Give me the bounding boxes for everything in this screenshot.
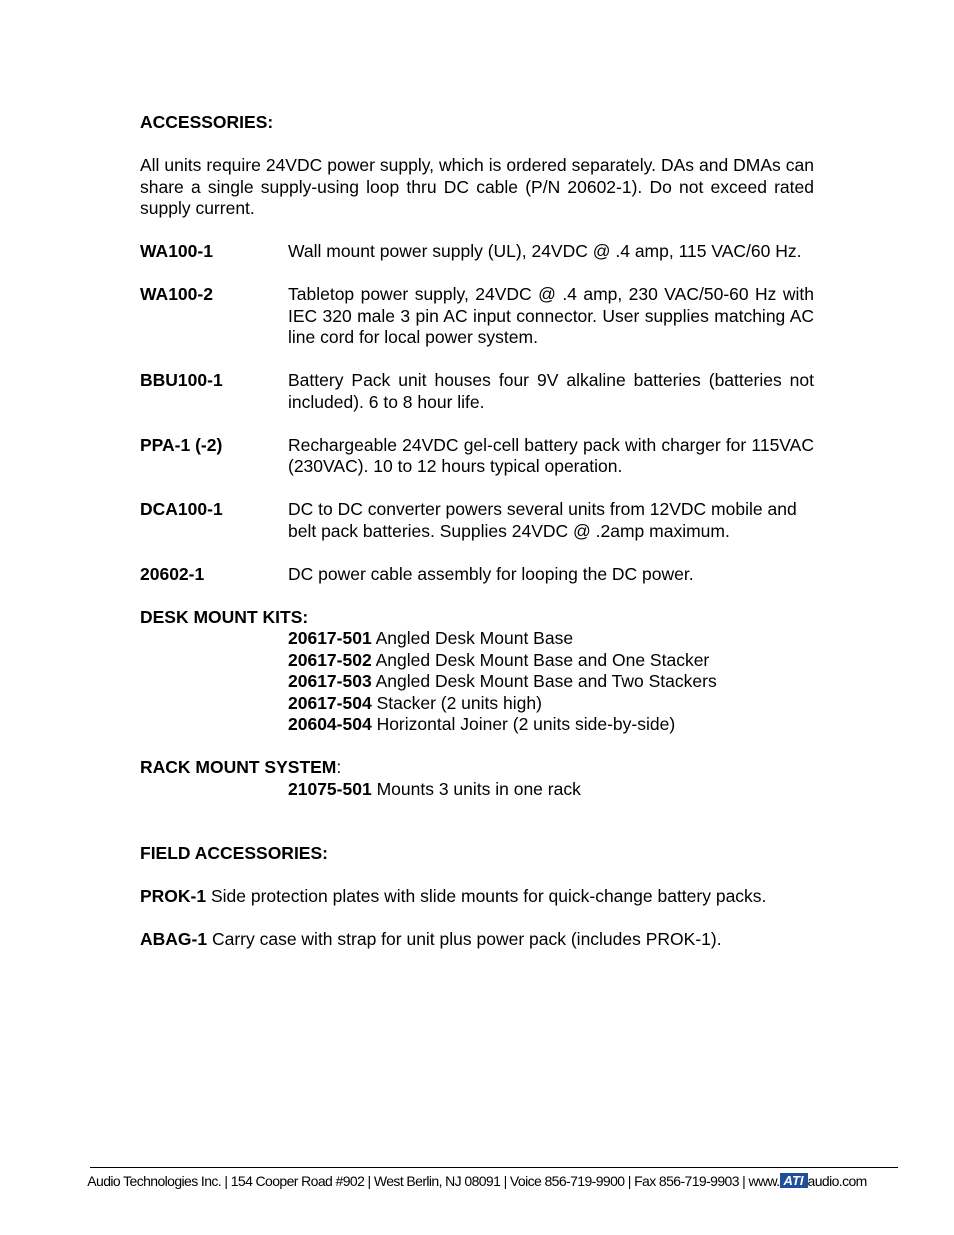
rack-mount-heading	[140, 757, 814, 779]
kit-item	[288, 628, 814, 650]
kit-code: 20617-504	[288, 692, 372, 713]
kit-description: Horizontal Joiner (2 units side-by-side)	[371, 714, 676, 734]
field-item-abag-1	[140, 929, 814, 951]
ati-logo: ATI	[780, 1173, 808, 1188]
kit-description: Angled Desk Mount Base and Two Stackers	[371, 671, 717, 691]
kit-code: 20617-501	[288, 628, 372, 648]
accessory-description: Rechargeable 24VDC gel-cell battery pack with charger for 115VAC (230VAC). 10 to 12 hours typical operation.	[288, 434, 814, 476]
field-code: PROK-1	[140, 886, 207, 906]
kit-description: Mounts 3 units in one rack	[371, 778, 581, 799]
accessory-code: BBU100-1	[140, 370, 223, 390]
accessory-description: DC power cable assembly for looping the DC power.	[288, 563, 694, 584]
kit-item	[288, 693, 814, 715]
desk-mount-heading: DESK MOUNT KITS:	[140, 606, 309, 627]
kit-item	[288, 671, 814, 693]
kit-item	[288, 779, 814, 801]
kit-description: Angled Desk Mount Base	[371, 628, 574, 648]
field-code: ABAG-1	[140, 929, 208, 949]
desk-mount-kit-list	[288, 628, 814, 736]
accessory-item-wa100-2	[140, 284, 814, 349]
kit-code: 20617-503	[288, 671, 372, 691]
accessory-item-bbu100-1	[140, 370, 814, 413]
accessory-item-ppa-1	[140, 435, 814, 478]
accessory-code: PPA-1 (-2)	[140, 434, 223, 455]
kit-code: 21075-501	[288, 778, 372, 799]
accessory-code: 20602-1	[140, 563, 205, 584]
kit-description: Stacker (2 units high)	[371, 692, 542, 713]
kit-code: 20617-502	[288, 649, 372, 670]
accessories-intro: All units require 24VDC power supply, which is ordered separately. DAs and DMAs can share a single supply-using loop thru DC cable (P/N 20602-1). Do not exceed rated supply current.	[140, 155, 814, 218]
accessory-description: DC to DC converter powers several units from 12VDC mobile and belt pack batteries. Supplies 24VDC @ .2amp maximum.	[288, 499, 797, 541]
accessory-description: Wall mount power supply (UL), 24VDC @ .4 amp, 115 VAC/60 Hz.	[288, 241, 802, 261]
accessory-description: Battery Pack unit houses four 9V alkaline batteries (batteries not included). 6 to 8 hour life.	[288, 370, 814, 412]
accessory-item-wa100-1	[140, 241, 814, 263]
kit-description: Angled Desk Mount Base and One Stacker	[371, 649, 710, 670]
accessory-code: WA100-1	[140, 241, 213, 261]
accessories-heading: ACCESSORIES:	[140, 112, 274, 132]
accessory-description: Tabletop power supply, 24VDC @ .4 amp, 230 VAC/50-60 Hz with IEC 320 male 3 pin AC input connector. User supplies matching AC line cord for local power system.	[288, 284, 814, 347]
footer-domain-text: audio.com	[807, 1173, 867, 1189]
kit-code: 20604-504	[288, 714, 372, 734]
document-body	[140, 112, 814, 951]
accessory-code: DCA100-1	[140, 499, 223, 519]
kit-item	[288, 650, 814, 672]
field-accessories-heading: FIELD ACCESSORIES:	[140, 843, 328, 863]
rack-mount-heading-text: RACK MOUNT SYSTEM	[140, 757, 337, 777]
rack-mount-heading-colon: :	[336, 757, 342, 777]
rack-mount-kit-list	[288, 779, 814, 801]
accessory-item-20602-1	[140, 564, 814, 586]
field-description: Carry case with strap for unit plus power pack (includes PROK-1).	[207, 929, 722, 949]
kit-item	[288, 714, 814, 736]
footer	[0, 1172, 954, 1190]
footer-contact-text: Audio Technologies Inc. | 154 Cooper Road #902 | West Berlin, NJ 08091 | Voice 856-719-9900 | Fax 856-719-9903 | www.	[87, 1173, 780, 1189]
field-description: Side protection plates with slide mounts for quick-change battery packs.	[206, 886, 767, 906]
field-item-prok-1	[140, 886, 814, 908]
footer-divider	[90, 1167, 898, 1168]
accessory-item-dca100-1	[140, 499, 814, 542]
accessory-code: WA100-2	[140, 284, 213, 304]
